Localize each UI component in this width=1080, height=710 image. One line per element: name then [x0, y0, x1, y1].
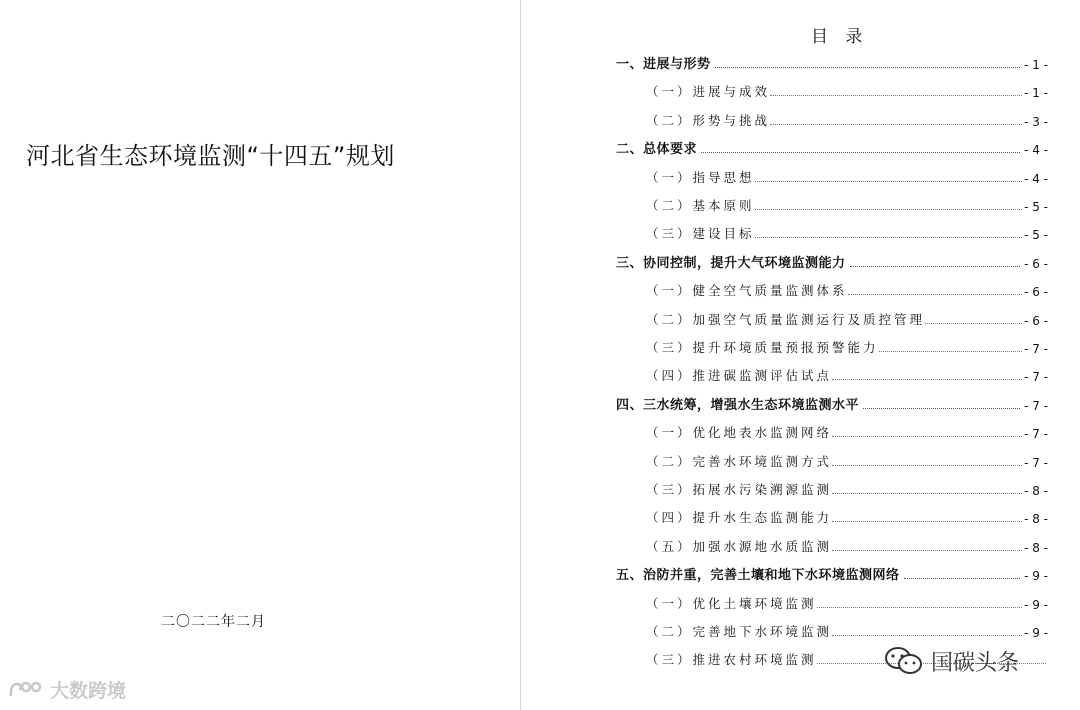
- toc-page-number: - 7 -: [1024, 427, 1048, 442]
- toc-leader-dots: [817, 606, 1023, 608]
- toc-entry-label: （四）推进碳监测评估试点: [646, 368, 833, 384]
- toc-leader-dots: [755, 236, 1023, 238]
- toc-page-number: - 1 -: [1024, 86, 1048, 101]
- toc-leader-dots: [832, 492, 1022, 494]
- watermark-left-text: 大数跨境: [50, 680, 127, 702]
- brand-logo-icon: [8, 678, 46, 702]
- toc-chapter-entry[interactable]: [616, 563, 1048, 583]
- toc-leader-dots: [850, 265, 1021, 267]
- toc-leader-dots: [832, 435, 1022, 437]
- toc-page-number: - 7 -: [1024, 455, 1048, 470]
- toc-page-number: - 3 -: [1024, 114, 1048, 129]
- toc-chapter-entry[interactable]: [616, 251, 1048, 271]
- toc-section-entry[interactable]: [646, 592, 1048, 612]
- document-date: 二〇二二年二月: [161, 614, 266, 630]
- toc-entry-label: （四）提升水生态监测能力: [646, 510, 833, 526]
- toc-page-number: - 5 -: [1024, 200, 1048, 214]
- toc-leader-dots: [863, 407, 1020, 409]
- toc-page-number: - 6 -: [1024, 285, 1048, 300]
- toc-leader-dots: [770, 94, 1022, 96]
- toc-entry-label: （二）完善水环境监测方式: [646, 453, 833, 469]
- toc-section-entry[interactable]: [646, 450, 1048, 470]
- toc-page-number: - 5 -: [1024, 228, 1048, 243]
- toc-section-entry[interactable]: [646, 478, 1048, 498]
- toc-page-number: - 8 -: [1024, 512, 1048, 527]
- watermark-dashujiajing: [8, 676, 126, 703]
- toc-section-entry[interactable]: [646, 279, 1048, 299]
- toc-entry-label: （三）推进农村环境监测: [646, 652, 817, 668]
- toc-entry-label: 一、进展与形势: [616, 57, 711, 72]
- toc-entry-label: （三）提升环境质量预报预警能力: [646, 340, 879, 355]
- toc-chapter-entry[interactable]: [616, 393, 1048, 413]
- toc-section-entry[interactable]: [646, 336, 1048, 356]
- toc-page-number: - 7 -: [1024, 370, 1048, 385]
- toc-leader-dots: [715, 66, 1021, 68]
- toc-chapter-entry[interactable]: [616, 137, 1048, 157]
- toc-leader-dots: [832, 634, 1022, 636]
- toc-leader-dots: [925, 322, 1022, 324]
- toc-entry-label: （一）健全空气质量监测体系: [646, 283, 848, 299]
- toc-section-entry[interactable]: [646, 308, 1048, 328]
- toc-page-number: - 9 -: [1024, 569, 1048, 584]
- toc-entry-label: （一）优化土壤环境监测: [646, 595, 817, 611]
- toc-section-entry[interactable]: [646, 421, 1048, 441]
- toc-page-number: - 9 -: [1024, 597, 1048, 612]
- toc-entry-label: 三、协同控制，提升大气环境监测能力: [616, 255, 846, 271]
- toc-section-entry[interactable]: [646, 109, 1048, 129]
- toc-entry-label: （二）完善地下水环境监测: [646, 624, 833, 639]
- toc-leader-dots: [904, 577, 1021, 579]
- toc-entry-label: （二）形势与挑战: [646, 112, 771, 128]
- toc-section-entry[interactable]: [646, 80, 1048, 100]
- toc-entry-label: （二）基本原则: [646, 198, 755, 213]
- toc-heading: 目 录: [811, 27, 869, 47]
- toc-entry-label: （三）建设目标: [646, 226, 755, 242]
- toc-section-entry[interactable]: [646, 222, 1048, 242]
- wechat-icon: [883, 645, 925, 677]
- watermark-right-text: 国碳头条: [931, 650, 1020, 676]
- toc-page: [521, 0, 1080, 710]
- toc-leader-dots: [832, 378, 1022, 380]
- toc-leader-dots: [879, 350, 1023, 352]
- toc-entry-label: （二）加强空气质量监测运行及质控管理: [646, 311, 926, 327]
- toc-chapter-entry[interactable]: [616, 52, 1048, 72]
- toc-page-number: - 7 -: [1024, 342, 1048, 356]
- toc-entry-label: 二、总体要求: [616, 142, 698, 158]
- toc-page-number: - 4 -: [1024, 143, 1048, 158]
- cover-page: [0, 0, 520, 710]
- toc-page-number: - 6 -: [1024, 313, 1048, 328]
- document-title: 河北省生态环境监测“十四五”规划: [26, 142, 395, 170]
- toc-leader-dots: [832, 464, 1022, 466]
- toc-leader-dots: [770, 123, 1022, 125]
- toc-entry-label: （五）加强水源地水质监测: [646, 538, 833, 554]
- toc-section-entry[interactable]: [646, 535, 1048, 555]
- toc-page-number: - 8 -: [1024, 484, 1048, 498]
- toc-entry-label: （一）指导思想: [646, 169, 755, 185]
- toc-page-number: - 8 -: [1024, 540, 1048, 555]
- toc-entry-label: （三）拓展水污染溯源监测: [646, 482, 833, 497]
- toc-leader-dots: [832, 520, 1022, 522]
- toc-page-number: - 4 -: [1024, 171, 1048, 186]
- toc-entry-label: 五、治防并重，完善土壤和地下水环境监测网络: [616, 568, 900, 584]
- toc-section-entry[interactable]: [646, 506, 1048, 526]
- toc-leader-dots: [701, 151, 1020, 153]
- toc-section-entry[interactable]: [646, 364, 1048, 384]
- toc-leader-dots: [832, 549, 1022, 551]
- toc-page-number: - 9 -: [1024, 626, 1048, 640]
- toc-section-entry[interactable]: [646, 194, 1048, 214]
- toc-leader-dots: [755, 180, 1023, 182]
- toc-section-entry[interactable]: [646, 620, 1048, 640]
- toc-page-number: - 7 -: [1024, 398, 1048, 413]
- toc-page-number: - 1 -: [1024, 58, 1048, 72]
- toc-entry-label: （一）进展与成效: [646, 84, 771, 100]
- toc-leader-dots: [755, 208, 1023, 210]
- toc-entry-label: （一）优化地表水监测网络: [646, 425, 833, 441]
- toc-page-number: - 6 -: [1024, 256, 1048, 271]
- toc-leader-dots: [848, 293, 1023, 295]
- toc-entry-label: 四、三水统筹，增强水生态环境监测水平: [616, 397, 860, 413]
- toc-section-entry[interactable]: [646, 166, 1048, 186]
- watermark-guotantoutiao: [883, 645, 1019, 677]
